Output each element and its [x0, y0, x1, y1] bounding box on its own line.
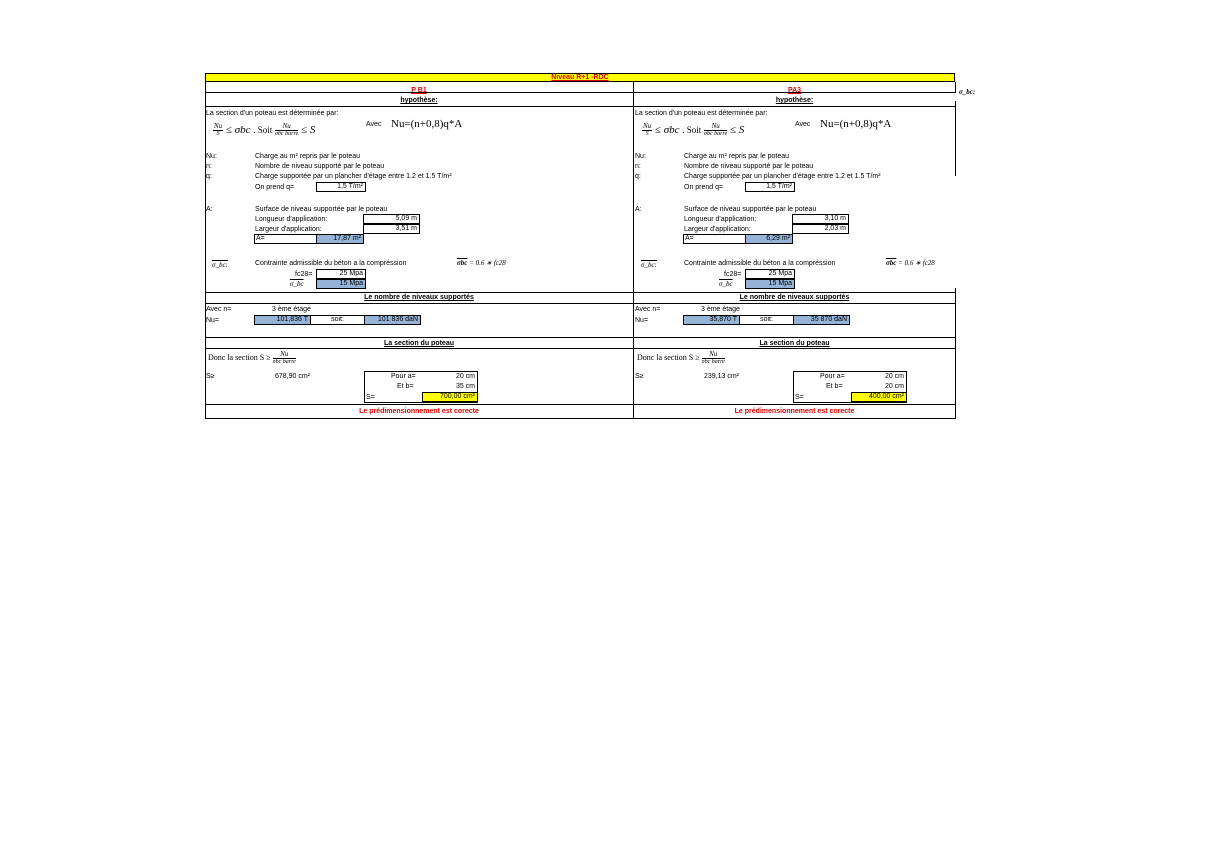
- niveaux-title: Le nombre de niveaux supportés: [739, 294, 850, 301]
- donc-formula: [637, 350, 725, 366]
- frac-donc: [273, 350, 296, 366]
- sheet-title: Niveau R+1 -RDC: [551, 74, 609, 81]
- avec-label: Avec: [795, 121, 811, 128]
- section-formula: [213, 120, 315, 140]
- sigma-formula: [886, 259, 935, 268]
- section-intro: La section d'un poteau est déterminée par:: [635, 110, 768, 117]
- sigma-formula-rhs: = 0.6 ∗ fc28: [898, 259, 935, 267]
- niveaux-title: Le nombre de niveaux supportés: [364, 294, 474, 301]
- soit-label-cell: soit:: [310, 315, 365, 325]
- longueur-value-cell: 3,10 m: [792, 214, 849, 224]
- et-b-value: 35 cm: [455, 383, 475, 390]
- donc-label: Donc la section S ≥: [637, 352, 700, 362]
- sigma-desc: Contrainte admissible du béton a la compréssion: [255, 260, 407, 267]
- s-value-cell: 700,00 cm²: [422, 392, 478, 402]
- nu-formula: Nu=(n+0,8)q*A: [391, 118, 463, 130]
- et-b-value: 20 cm: [884, 383, 904, 390]
- sigma-formula-lhs: $\overline{\sigma bc}$: [886, 259, 897, 267]
- sigmabc-value-cell: 15 Mpa: [316, 279, 366, 289]
- sigma-formula-lhs: $\overline{\sigma bc}$: [457, 259, 468, 267]
- largeur-label: Largeur d'application:: [255, 226, 322, 233]
- column-panel-pa3: [634, 82, 955, 419]
- section-formula: [642, 120, 744, 140]
- fc28-label: fc28=: [724, 271, 742, 278]
- avec-n-value: 3 ème étage: [272, 306, 311, 313]
- avec-n-value: 3 ème étage: [701, 306, 740, 313]
- q-prend-label: On prend q=: [684, 184, 724, 191]
- nu-label: Nu=: [206, 317, 220, 324]
- hypothese-heading: hypothèse:: [400, 97, 438, 104]
- le-s: ≤ S: [730, 124, 745, 136]
- nu-key: Nu:: [206, 153, 217, 160]
- frac2-num: Nu: [704, 122, 727, 131]
- nu-value-cell: 101,836 T: [254, 315, 311, 325]
- section-title: La section du poteau: [383, 340, 454, 347]
- soit-text: . Soit: [682, 125, 702, 135]
- s-label: S=: [795, 394, 804, 401]
- sigma-formula: [457, 259, 506, 268]
- frac-num: Nu: [643, 122, 652, 131]
- a-value-cell: 6,29 m²: [745, 234, 793, 244]
- soit-value-cell: 101 836 daN: [364, 315, 421, 325]
- q-key: q:: [206, 173, 212, 180]
- s-ge-value: 239,13 cm²: [704, 373, 740, 380]
- nu-label: Nu=: [635, 317, 649, 324]
- s-label: S=: [366, 394, 375, 401]
- fc28-label: fc28=: [295, 271, 313, 278]
- sigma-formula-rhs: = 0.6 ∗ fc28: [469, 259, 506, 267]
- grid-line-right-bottom: [955, 288, 956, 419]
- n-key: n:: [206, 163, 212, 170]
- donc-den: σbc barre: [272, 359, 296, 365]
- section-intro: La section d'un poteau est déterminée par:: [206, 110, 339, 117]
- donc-num: Nu: [273, 350, 296, 359]
- grid-line-right-mid: [955, 101, 956, 176]
- sigma-key: σ_bc:: [212, 261, 228, 269]
- frac2-den: σbc barre: [275, 131, 299, 138]
- n-desc: Nombre de niveau supporté par le poteau: [255, 163, 385, 170]
- column-name: PA3: [787, 87, 802, 94]
- q-desc: Charge supportée par un plancher d'étage entre 1.2 et 1.5 T/m²: [684, 173, 881, 180]
- frac-den: S: [216, 131, 220, 138]
- donc-den: σbc barre: [701, 359, 725, 365]
- sigmabc-value-cell: 15 Mpa: [745, 279, 795, 289]
- frac2-den: σbc barre: [704, 131, 728, 138]
- a-value-cell: 17,87 m²: [316, 234, 364, 244]
- donc-formula: [208, 350, 296, 366]
- section-title: La section du poteau: [759, 340, 830, 347]
- sigmabc-label: σ_bc: [290, 280, 304, 288]
- a-desc: Surface de niveau supportée par le poteau: [255, 206, 388, 213]
- grid-line-right-top: [955, 82, 956, 92]
- sigmabc-label: σ_bc: [719, 280, 733, 288]
- largeur-value-cell: 2,03 m: [792, 224, 849, 234]
- soit-label-cell: soit:: [739, 315, 794, 325]
- pour-a-label: Pour a=: [391, 373, 416, 380]
- pour-a-value: 20 cm: [884, 373, 904, 380]
- soit-text: . Soit: [253, 125, 273, 135]
- sigma-key: σ_bc:: [641, 261, 657, 269]
- nu-formula: Nu=(n+0,8)q*A: [820, 118, 892, 130]
- donc-num: Nu: [702, 350, 725, 359]
- s-ge-label: S≥: [635, 373, 644, 380]
- frac-nu-sigma: [704, 122, 727, 138]
- q-value-cell: 1,5 T/m²: [316, 182, 366, 192]
- a-desc: Surface de niveau supportée par le poteau: [684, 206, 817, 213]
- frac-num: Nu: [214, 122, 223, 131]
- fc28-value-cell: 25 Mpa: [745, 269, 795, 279]
- avec-n-label: Avec n=: [206, 306, 232, 313]
- frac-nu-sigma: [275, 122, 298, 138]
- le-s: ≤ S: [301, 124, 316, 136]
- s-ge-value: 678,90 cm²: [275, 373, 311, 380]
- nu-desc: Charge au m² repris par le poteau: [255, 153, 361, 160]
- calculation-sheet: [205, 73, 956, 419]
- le-sigma: ≤ σbc: [654, 124, 680, 136]
- frac-nu-s: [213, 122, 223, 138]
- frac-den: S: [645, 131, 649, 138]
- pour-a-value: 20 cm: [455, 373, 475, 380]
- conclusion: Le prédimensionnement est corecte: [734, 408, 855, 415]
- fc28-value-cell: 25 Mpa: [316, 269, 366, 279]
- avec-label: Avec: [366, 121, 382, 128]
- a-label-cell: A=: [683, 234, 793, 244]
- a-key: A:: [206, 206, 213, 213]
- sigma-desc: Contrainte admissible du béton a la compréssion: [684, 260, 836, 267]
- s-ge-label: S≥: [206, 373, 215, 380]
- q-value-cell: 1,5 T/m²: [745, 182, 795, 192]
- stray-sigma-label: σ_bc:: [959, 88, 976, 96]
- frac-donc: [702, 350, 725, 366]
- pour-a-label: Pour a=: [820, 373, 845, 380]
- q-prend-label: On prend q=: [255, 184, 295, 191]
- longueur-value-cell: 5,09 m: [363, 214, 420, 224]
- et-b-label: Et b=: [826, 383, 843, 390]
- n-key: n:: [635, 163, 641, 170]
- nu-desc: Charge au m² repris par le poteau: [684, 153, 790, 160]
- sheet-title-bar: [205, 73, 955, 82]
- frac2-num: Nu: [275, 122, 298, 131]
- a-key: A:: [635, 206, 642, 213]
- le-sigma: ≤ σbc: [225, 124, 251, 136]
- q-key: q:: [635, 173, 641, 180]
- donc-label: Donc la section S ≥: [208, 352, 271, 362]
- largeur-label: Largeur d'application:: [684, 226, 751, 233]
- longueur-label: Longueur d'application:: [255, 216, 328, 223]
- soit-value-cell: 35 870 daN: [793, 315, 850, 325]
- nu-value-cell: 35,870 T: [683, 315, 740, 325]
- column-name: P B1: [411, 87, 427, 94]
- column-panel-pb1: [205, 82, 633, 419]
- frac-nu-s: [642, 122, 652, 138]
- n-desc: Nombre de niveau supporté par le poteau: [684, 163, 814, 170]
- longueur-label: Longueur d'application:: [684, 216, 757, 223]
- avec-n-label: Avec n=: [635, 306, 661, 313]
- et-b-label: Et b=: [397, 383, 414, 390]
- conclusion: Le prédimensionnement est corecte: [359, 408, 479, 415]
- s-value-cell: 400,00 cm²: [851, 392, 907, 402]
- largeur-value-cell: 3,51 m: [363, 224, 420, 234]
- nu-key: Nu:: [635, 153, 646, 160]
- hypothese-heading: hypothèse:: [775, 97, 814, 104]
- a-label-cell: A=: [254, 234, 364, 244]
- q-desc: Charge supportée par un plancher d'étage entre 1.2 et 1.5 T/m²: [255, 173, 452, 180]
